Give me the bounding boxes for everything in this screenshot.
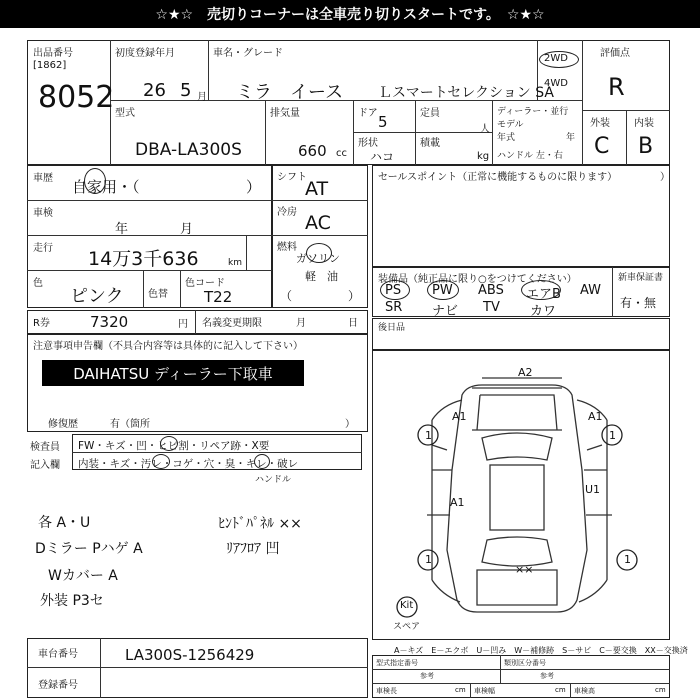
- tire-mark-fl: 1: [425, 429, 432, 442]
- int-value: B: [638, 134, 654, 159]
- diagram-mark-4: A1: [450, 496, 465, 509]
- car-name: ミラ イース: [236, 82, 344, 103]
- equip-ps: PS: [385, 283, 402, 298]
- repair-label: 修復歴: [48, 419, 78, 430]
- color-code-label: 色コード: [185, 278, 225, 289]
- color-value: ピンク: [70, 286, 124, 307]
- equip-pw: PW: [432, 283, 453, 298]
- checker-row1: FW・キズ・凹・ヒビ割・リペア跡・X要: [78, 440, 270, 452]
- equip-pw-circle: [427, 280, 459, 300]
- first-reg-month: 5: [180, 80, 192, 101]
- diagram-mark-5: ××: [515, 563, 534, 576]
- checker-label-2: 記入欄: [30, 460, 60, 471]
- lot-sub: [1862]: [33, 60, 67, 71]
- equip-leather: カワ: [530, 304, 557, 319]
- expiry-day: 日: [348, 318, 358, 329]
- history-value: 自家用・（: [72, 178, 140, 196]
- note-5: ﾋﾝﾄﾞﾊﾟﾈﾙ ××: [218, 516, 302, 532]
- bt-l2: 類別区分番号: [504, 659, 546, 667]
- aircon-label: 冷房: [277, 207, 297, 218]
- bt-l6: 車検幅: [474, 687, 495, 695]
- checker-circle-1: [160, 436, 178, 451]
- checker-circle-3: [254, 454, 270, 469]
- dealer-info-4: 年: [566, 133, 576, 143]
- mileage-value: 14万3千636: [88, 248, 199, 270]
- equip-aw: AW: [580, 283, 602, 298]
- spare-label: スペア: [393, 622, 421, 632]
- fuel-gas: ガソリン: [296, 252, 340, 265]
- history-close: ）: [246, 178, 262, 196]
- equip-abs: ABS: [478, 283, 504, 298]
- color-code: T22: [204, 288, 233, 306]
- doors-label: ドア: [358, 108, 378, 119]
- load-label: 積載: [420, 138, 440, 149]
- equip-ps-circle: [380, 280, 410, 300]
- inspection-label: 車検: [33, 208, 53, 219]
- tire-mark-rl: 1: [425, 553, 432, 566]
- doors-value: 5: [378, 113, 388, 131]
- car-diagram: [372, 350, 670, 640]
- recycle-label: R券: [33, 318, 50, 329]
- note-1: 各 A・U: [38, 515, 91, 531]
- equip-tv: TV: [483, 300, 500, 315]
- fuel-diesel: 軽 油: [305, 270, 338, 283]
- fuel-paren-r: ）: [348, 289, 361, 303]
- capacity-unit: 人: [480, 124, 490, 135]
- diagram-mark-3: U1: [585, 483, 601, 496]
- bt-unit-1: cm: [455, 686, 466, 694]
- repair-value: 有（箇所: [110, 419, 150, 430]
- registration-label: 登録番号: [38, 680, 78, 691]
- ext-label: 外装: [590, 118, 610, 129]
- sales-point-label: セールスポイント（正常に機能するものに限ります）: [378, 172, 618, 183]
- shift-value: AT: [305, 178, 329, 200]
- lot-number: 8052: [38, 80, 115, 115]
- tire-mark-rr: 1: [624, 553, 631, 566]
- equip-navi: ナビ: [432, 304, 459, 319]
- dealer-info-5: ハンドル 左・右: [497, 151, 563, 161]
- diagram-mark-2: A1: [588, 410, 603, 423]
- shape-label: 形状: [358, 138, 378, 149]
- history-label: 車歴: [33, 173, 53, 184]
- recycle-box: [27, 310, 368, 334]
- tire-mark-fr: 1: [609, 429, 616, 442]
- first-reg-label: 初度登録年月: [115, 48, 175, 59]
- chassis-value: LA300S-1256429: [125, 646, 255, 664]
- fuel-label: 燃料: [277, 242, 297, 253]
- warranty-value: 有・無: [620, 296, 657, 310]
- model-value: DBA-LA300S: [135, 140, 242, 160]
- bt-l3: 参考: [420, 672, 434, 680]
- bt-l1: 型式指定番号: [376, 659, 418, 667]
- note-3: Wカバー A: [48, 568, 118, 584]
- dealer-info-3: 年式: [497, 133, 516, 143]
- int-label: 内装: [634, 118, 654, 129]
- score-label: 評価点: [600, 48, 630, 59]
- drive-4wd: 4WD: [544, 78, 568, 89]
- capacity-label: 定員: [420, 108, 440, 119]
- aircon-value: AC: [305, 212, 331, 234]
- bt-l4: 参考: [540, 672, 554, 680]
- displacement-label: 排気量: [270, 108, 300, 119]
- ext-value: C: [594, 134, 610, 159]
- lot-label: 出品番号: [33, 48, 73, 59]
- checker-label-1: 検査員: [30, 442, 60, 453]
- chassis-label: 車台番号: [38, 649, 78, 660]
- dealer-banner: DAIHATSU ディーラー下取車: [42, 360, 304, 386]
- dealer-info-1: ディーラー・並行: [497, 107, 569, 117]
- note-6: ﾘｱﾌﾛｱ 凹: [226, 541, 280, 557]
- first-reg-month-unit: 月: [197, 92, 207, 103]
- recycle-unit: 円: [178, 319, 188, 330]
- model-label: 型式: [115, 108, 135, 119]
- car-name-label: 車名・グレード: [213, 48, 283, 59]
- equip-sr: SR: [385, 300, 403, 315]
- after-box: [372, 318, 670, 350]
- after-label: 後日品: [378, 323, 406, 333]
- warranty-label: 新車保証書: [618, 273, 664, 283]
- diagram-mark-1: A1: [452, 410, 467, 423]
- bt-unit-3: cm: [655, 686, 666, 694]
- load-unit: kg: [477, 151, 490, 162]
- mileage-label: 走行: [33, 243, 53, 254]
- checker-note: ハンドル: [255, 475, 292, 485]
- color-change-label: 色替: [148, 289, 168, 300]
- inspection-year: 年: [115, 222, 129, 237]
- first-reg-year: 26: [143, 80, 166, 101]
- diagram-top-mark: A2: [518, 366, 533, 379]
- note-2: Dミラー Pハゲ A: [35, 541, 143, 557]
- expiry-month: 月: [296, 318, 306, 329]
- damage-legend: A－キズ E－エクボ U－凹み W－補修跡 S－サビ C－要交換 XX－交換済: [394, 646, 688, 655]
- dealer-info-2: モデル: [497, 120, 524, 130]
- displacement-value: 660: [298, 142, 327, 160]
- notes-label: 注意事項申告欄（不具合内容等は具体的に記入して下さい）: [33, 341, 303, 352]
- bt-unit-2: cm: [555, 686, 566, 694]
- equip-airbag: エアB: [526, 287, 561, 302]
- shift-label: シフト: [277, 172, 307, 183]
- fuel-paren-l: （: [280, 289, 293, 303]
- displacement-unit: cc: [336, 148, 347, 159]
- expiry-label: 名義変更期限: [202, 318, 262, 329]
- shape-value: ハコ: [370, 150, 395, 164]
- checker-circle-2: [152, 454, 170, 469]
- score-value: R: [608, 73, 625, 101]
- inspection-month: 月: [180, 222, 194, 237]
- drive-2wd: 2WD: [544, 53, 568, 64]
- recycle-value: 7320: [90, 313, 129, 331]
- bt-l7: 車検高: [574, 687, 595, 695]
- equip-airbag-circle: [521, 280, 561, 300]
- note-4: 外装 P3セ: [40, 593, 104, 609]
- bt-l5: 車検長: [376, 687, 397, 695]
- equipment-label: 装備品（純正品に限り○をつけてください）: [378, 274, 577, 285]
- repair-close: ）: [345, 419, 355, 430]
- color-label: 色: [33, 278, 43, 289]
- checker-row2: 内装・キズ・汚レ・コゲ・穴・臭・キレ・破レ: [78, 458, 299, 470]
- spare-kit: Kit: [400, 600, 414, 611]
- car-grade: Ｌスマートセレクション SA: [378, 85, 554, 101]
- mileage-unit: km: [228, 258, 242, 268]
- banner: ☆★☆ 売切りコーナーは全車売り切りスタートです。 ☆★☆: [0, 0, 700, 28]
